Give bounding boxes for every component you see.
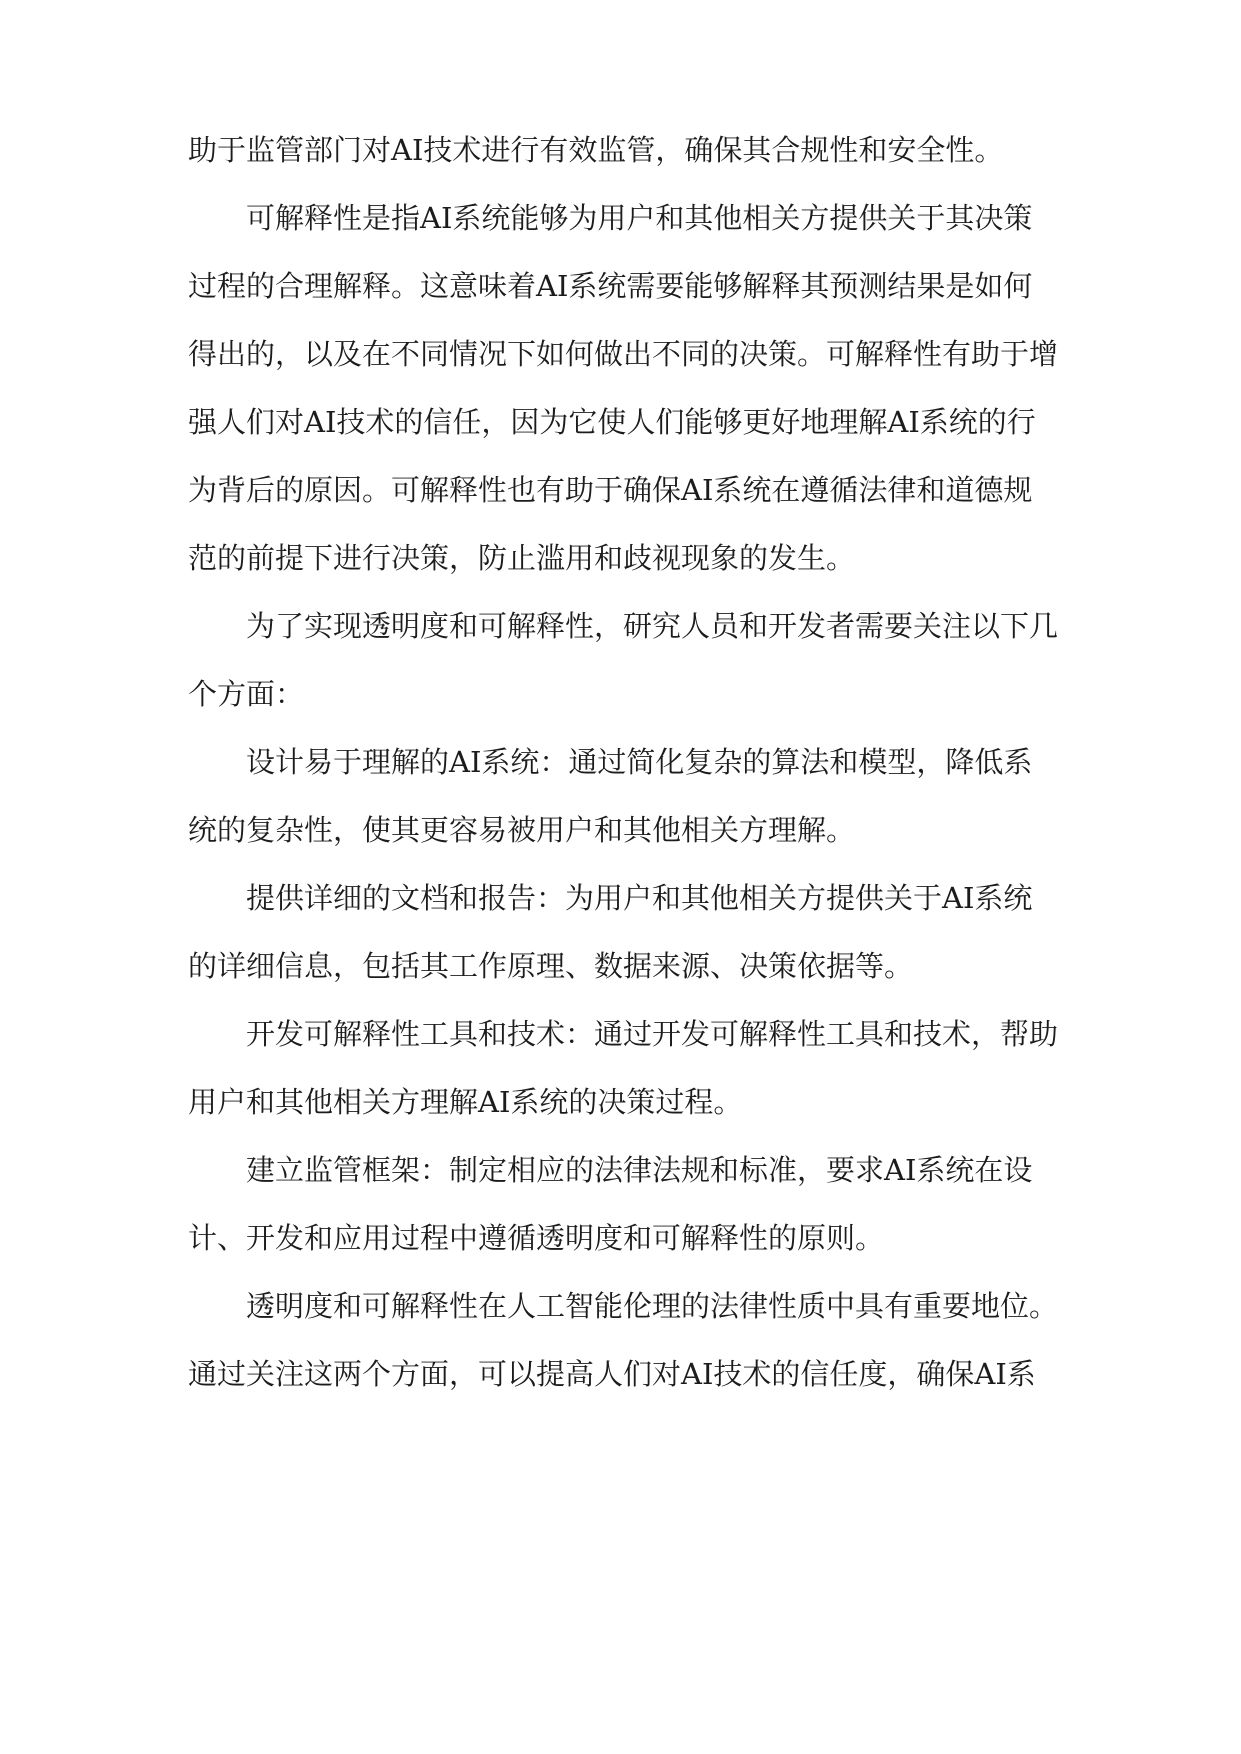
paragraph-start-explainability: 可解释性是指AI系统能够为用户和其他相关方提供关于其决策: [246, 201, 1033, 235]
paragraph-start-documentation: 提供详细的文档和报告：为用户和其他相关方提供关于AI系统: [246, 881, 1033, 915]
text-line-3: 过程的合理解释。这意味着AI系统需要能够解释其预测结果是如何: [188, 269, 1033, 303]
paragraph-start-design: 设计易于理解的AI系统：通过简化复杂的算法和模型，降低系: [246, 745, 1033, 779]
text-line-11: 统的复杂性，使其更容易被用户和其他相关方理解。: [188, 813, 856, 847]
text-line-6: 为背后的原因。可解释性也有助于确保AI系统在遵循法律和道德规: [188, 473, 1033, 507]
text-line-19: 通过关注这两个方面，可以提高人们对AI技术的信任度，确保AI系: [188, 1357, 1036, 1391]
paragraph-start-regulation: 建立监管框架：制定相应的法律法规和标准，要求AI系统在设: [246, 1153, 1033, 1187]
paragraph-start-conclusion: 透明度和可解释性在人工智能伦理的法律性质中具有重要地位。: [246, 1289, 1059, 1323]
text-line-13: 的详细信息，包括其工作原理、数据来源、决策依据等。: [188, 949, 914, 983]
text-line-5: 强人们对AI技术的信任，因为它使人们能够更好地理解AI系统的行: [188, 405, 1036, 439]
paragraph-start-tools: 开发可解释性工具和技术：通过开发可解释性工具和技术，帮助: [246, 1017, 1059, 1051]
text-line-15: 用户和其他相关方理解AI系统的决策过程。: [188, 1085, 743, 1119]
text-line-4: 得出的，以及在不同情况下如何做出不同的决策。可解释性有助于增: [188, 337, 1059, 371]
text-line-17: 计、开发和应用过程中遵循透明度和可解释性的原则。: [188, 1221, 885, 1255]
text-line-7: 范的前提下进行决策，防止滥用和歧视现象的发生。: [188, 541, 856, 575]
text-line-9: 个方面：: [188, 677, 305, 711]
paragraph-start-aspects: 为了实现透明度和可解释性，研究人员和开发者需要关注以下几: [246, 609, 1059, 643]
text-line-1: 助于监管部门对AI技术进行有效监管，确保其合规性和安全性。: [188, 133, 1004, 167]
